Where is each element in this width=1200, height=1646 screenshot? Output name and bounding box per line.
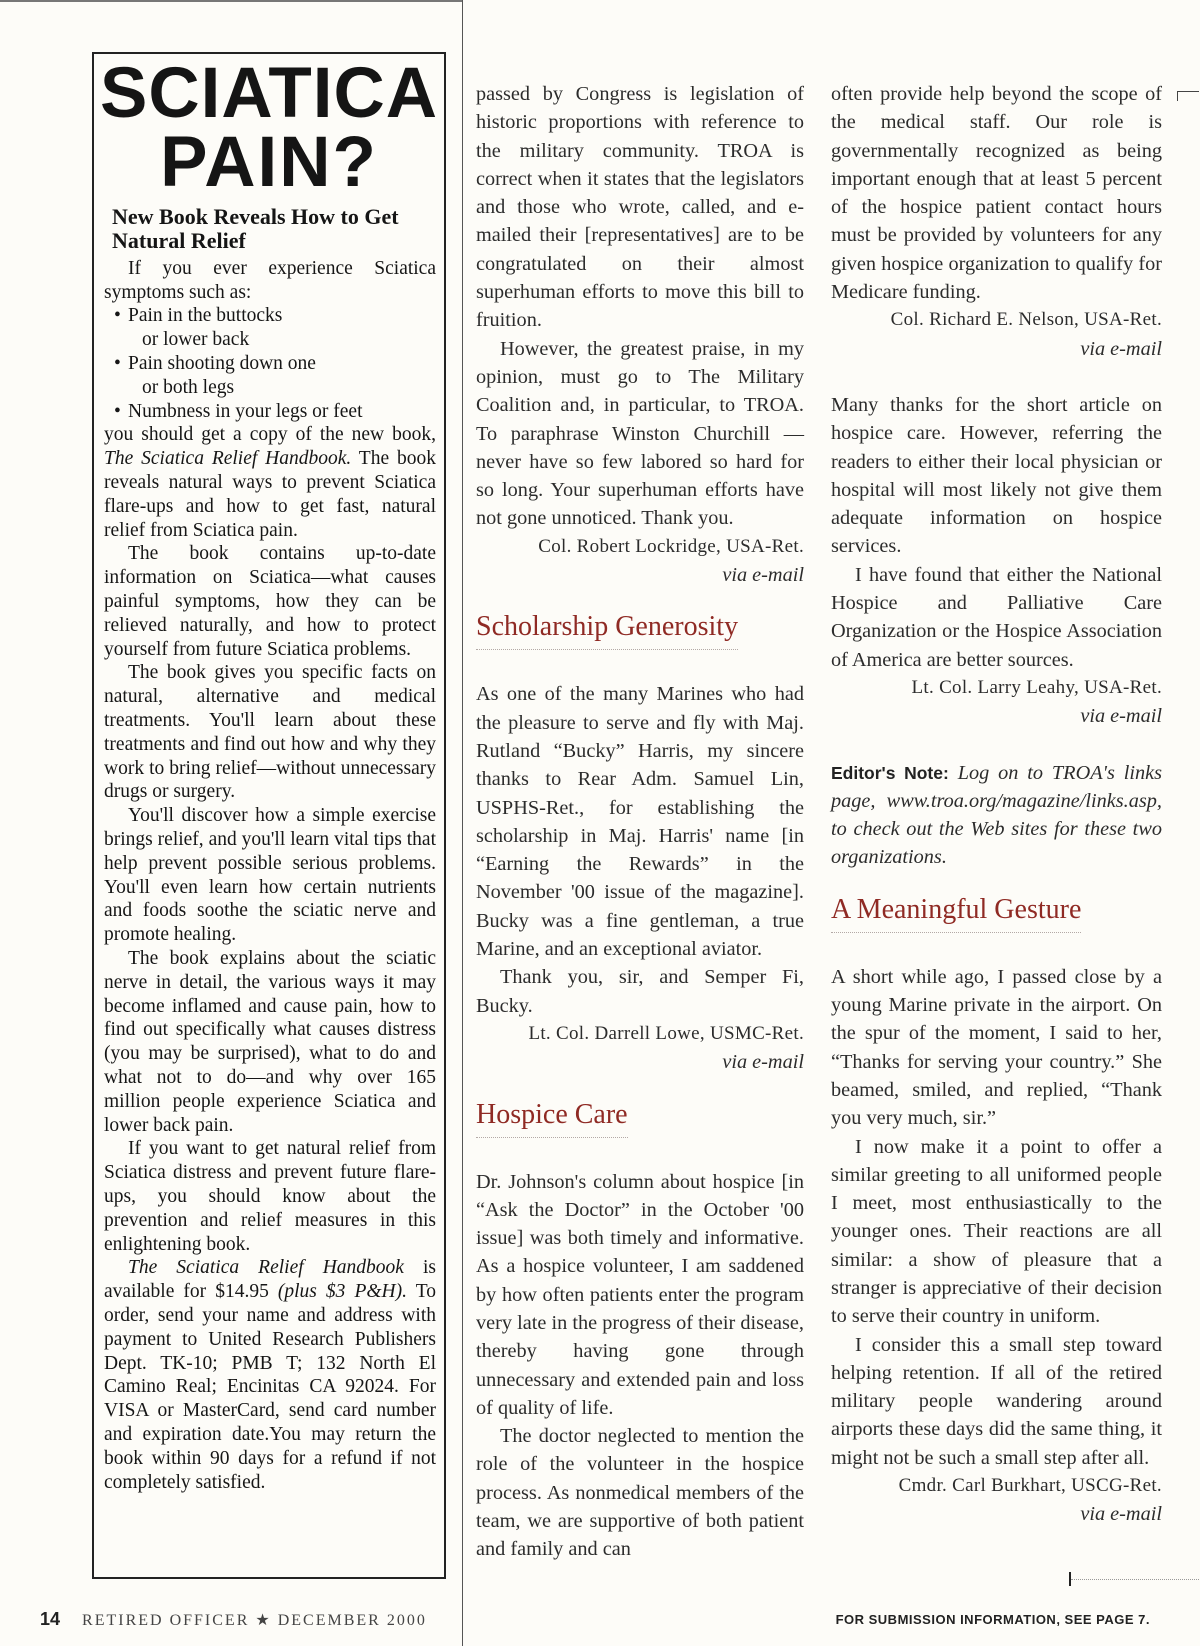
ad-title-line2: PAIN? [160,123,378,203]
publication-name: RETIRED OFFICER ★ DECEMBER 2000 [82,1612,427,1629]
bullet-icon: • [114,353,121,375]
letter-via: via e-mail [722,564,804,587]
ad-body [100,257,438,1494]
sciatica-advertisement [92,52,446,1579]
letter-paragraph: A short while ago, I passed close by a young Marine private in the airport. On the spur of the moment, I said to her, “Thanks for serving your country.” She beamed, smiled, and replied, “Thank you very much, sir.” [831,965,1162,1130]
page-number: 14 [40,1609,61,1629]
letter-paragraph: I now make it a point to offer a similar greeting to all uniformed people I meet, most enthusiastically to the younger ones. Their reactions are all similar: a show of pleasure that a stranger is appreciative of their decision to serve their country in uniform. [831,1135,1162,1328]
letter-paragraph: I have found that either the National Hospice and Palliative Care Organization or the Hospice Association of America are better sources. [831,563,1162,671]
letter-paragraph: As one of the many Marines who had the pleasure to serve and fly with Maj. Rutland “Bucky” Harris, my sincere thanks to Rear Adm. Samuel Lin, USPHS-Ret., for establishing the scholarship in Maj. Harris' name [in “Earning the Rewards” in the November '00 issue of the magazine]. Bucky was a fine gentleman, a true Marine, and an exceptional aviator. [476,683,804,961]
editors-note [831,759,1162,872]
ad-paragraph: The book explains about the sciatic nerve in detail, the various ways it may become inflamed and cause pain, how to find out specifically what causes distress (you may be surprised), what to do and what not to do—and why over 165 million people experience Sciatica and lower back pain. [104,947,436,1136]
ad-title-line1: SCIATICA [100,54,439,133]
column-divider [462,0,463,1646]
corner-bracket [1177,91,1178,101]
ad-bullet-cont: or both legs [142,376,235,398]
letter-paragraph: I consider this a small step toward helping retention. If all of the retired military people wandering around airports these days did the same thing, it might not be such a small step after all. [831,1333,1162,1469]
letter-paragraph: Thank you, sir, and Semper Fi, Bucky. [476,966,804,1017]
letter-paragraph: passed by Congress is legislation of historic proportions with reference to the military community. TROA is correct when it states that the legislators and those who wrote, called, and e-mailed their [representatives] are to be congratulated on their almost superhuman efforts to move this bill to fruition. [476,83,804,332]
letters-column-middle [476,80,804,1564]
ad-bullet: • Numbness in your legs or feet [114,400,363,422]
ad-paragraph: you should get a copy of the new book, The Sciatica Relief Handbook. The book reveals natural ways to prevent Sciatica flare-ups and how to get fast, natural relief from Sciatica pain. [104,424,436,541]
editors-note-label: Editor's Note: [831,762,949,783]
ad-paragraph: If you want to get natural relief from Sciatica distress and prevent future flare-ups, you should know about the prevention and relief measures in this enlightening book. [104,1138,436,1255]
end-rule [1071,1579,1199,1580]
ad-bullet: • Pain in the buttocks [114,305,283,327]
letter-signature: Col. Richard E. Nelson, USA-Ret. [890,309,1162,331]
ad-headline [100,54,439,203]
letters-column-right [831,80,1162,1529]
top-rule [0,0,462,2]
letter-paragraph: Dr. Johnson's column about hospice [in “Ask the Doctor” in the October '00 issue] was both timely and informative. As a hospice volunteer, I am saddened by how often patients enter the program very late in the progress of their disease, thereby having gone through unnecessary and extended pain and loss of quality of life. [476,1170,804,1419]
letter-paragraph: The doctor neglected to mention the role of the volunteer in the hospice process. As nonmedical members of the team, we are supportive of both patient and family and can [476,1425,804,1561]
page-footer [40,1609,427,1630]
ad-intro: If you ever experience Sciatica symptoms such as: [104,257,436,303]
letter-paragraph: However, the greatest praise, in my opinion, must go to The Military Coalition and, in particular, to TROA. To paraphrase Winston Churchill — never have so few labored so hard for so long. Your superhuman efforts have not gone unnoticed. Thank you. [476,337,804,530]
editors-note-text: Log on to TROA's links page, www.troa.org/magazine/links.asp, to check out the Web sites for these two organizations. [831,761,1163,869]
ad-subtitle: New Book Reveals How to Get Natural Relief [112,203,399,253]
ad-bullet-cont: or lower back [142,329,250,351]
letter-paragraph: often provide help beyond the scope of the medical staff. Our role is governmentally recognized as being important enough that at least 5 percent of the hospice patient contact hours must be provided by volunteers for any given hospice organization to qualify for Medicare funding. [831,83,1162,304]
letter-via: via e-mail [1080,705,1162,728]
letter-paragraph: Many thanks for the short article on hospice care. However, referring the readers to either their local physician or hospital will most likely not give them adequate information on hospice services. [831,393,1162,558]
letter-signature: Col. Robert Lockridge, USA-Ret. [538,535,804,557]
corner-bracket [1177,91,1199,92]
letter-via: via e-mail [1080,1503,1162,1526]
submission-info: FOR SUBMISSION INFORMATION, SEE PAGE 7. [835,1612,1150,1627]
letter-signature: Cmdr. Carl Burkhart, USCG-Ret. [898,1475,1162,1497]
letter-signature: Lt. Col. Darrell Lowe, USMC-Ret. [528,1022,804,1044]
ad-order-paragraph: The Sciatica Relief Handbook is available for $14.95 (plus $3 P&H). To order, send your name and address with payment to United Research Publishers Dept. TK-10; PMB T; 132 North El Camino Real; Encinitas CA 92024. For VISA or MasterCard, send card number and expiration date.You may return the book within 90 days for a refund if not completely satisfied. [104,1257,436,1493]
ad-paragraph: You'll discover how a simple exercise brings relief, and you'll learn vital tips that help prevent possible serious problems. You'll even learn how certain nutrients and foods soothe the sciatic nerve and promote healing. [104,805,436,946]
section-heading-gesture: A Meaningful Gesture [831,894,1081,933]
section-heading-hospice: Hospice Care [476,1099,628,1138]
section-heading-scholarship: Scholarship Generosity [476,611,738,650]
bullet-icon: • [114,305,121,327]
letter-via: via e-mail [1080,337,1162,360]
ad-bullet: • Pain shooting down one [114,353,316,375]
letter-via: via e-mail [722,1051,804,1074]
ad-paragraph: The book contains up-to-date information on Sciatica—what causes painful symptoms, how they can be relieved naturally, and how to protect yourself from future Sciatica problems. [104,543,436,660]
ad-paragraph: The book gives you specific facts on natural, alternative and medical treatments. You'll learn about these treatments and find out how and why they work to bring relief—without unnecessary drugs or surgery. [104,662,436,803]
bullet-icon: • [114,400,121,422]
letter-signature: Lt. Col. Larry Leahy, USA-Ret. [911,676,1162,698]
